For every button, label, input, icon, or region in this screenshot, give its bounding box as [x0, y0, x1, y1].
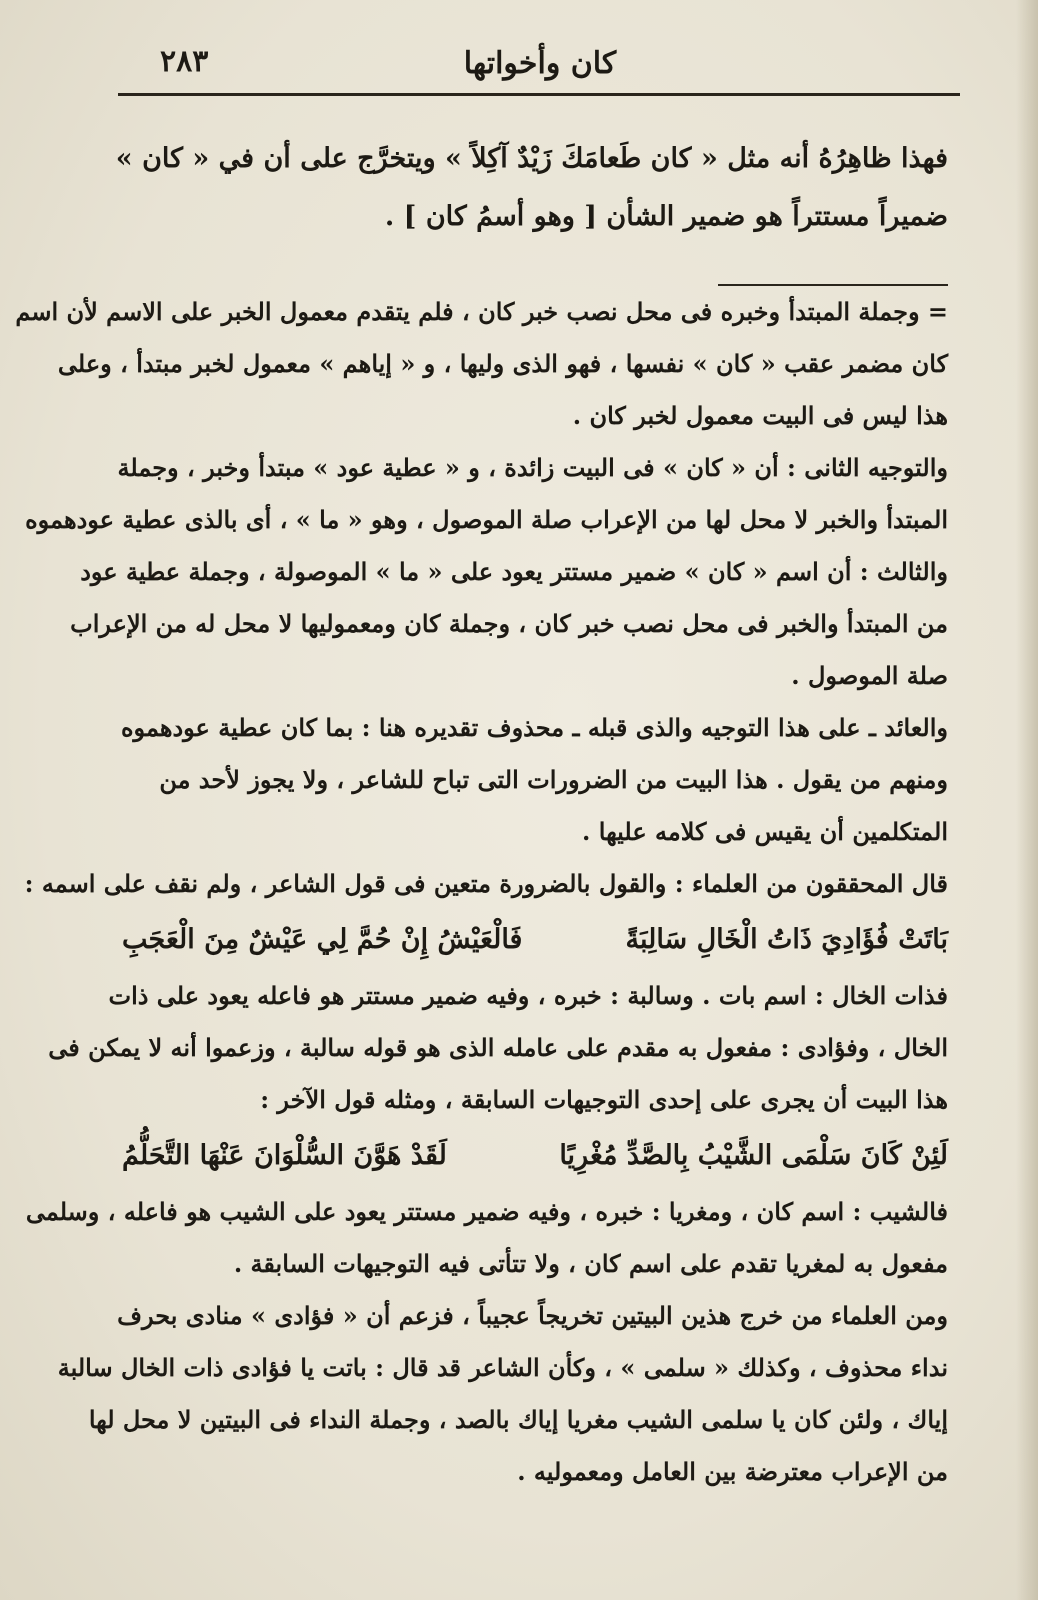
verse-first-hemistich: لَئِنْ كَانَ سَلْمَى الشَّيْبُ بِالصَّدِّ مُغْرِيًا	[559, 1140, 948, 1171]
poetry-verse	[122, 910, 948, 970]
footnote-paragraph	[24, 858, 948, 910]
page-edge-shadow	[1016, 0, 1038, 1600]
footnote-line: والتوجيه الثانى : أن « كان » فى البيت زائدة ، و « عطية عود » مبتدأ وخبر ، وجملة	[117, 453, 948, 482]
main-text-line: ضميراً مستتراً هو ضمير الشأن [ وهو أسمُ كان ] .	[384, 201, 948, 232]
verse-second-hemistich: لَقَدْ هَوَّنَ السُّلْوَانَ عَنْهَا التَّحَلُّمُ	[122, 1140, 447, 1171]
footnote-separator-wrap	[122, 246, 948, 286]
footnote-line: من المبتدأ والخبر فى محل نصب خبر كان ، وجملة كان ومعموليها لا محل له من الإعراب	[70, 609, 948, 638]
footnote-line: المتكلمين أن يقيس فى كلامه عليها .	[582, 817, 948, 846]
footnote-line: المبتدأ والخبر لا محل لها من الإعراب صلة الموصول ، وهو « ما » ، أى بالذى عطية عودهموه	[25, 505, 948, 534]
footnote-paragraph	[25, 1186, 948, 1290]
footnote-paragraph	[122, 754, 948, 858]
footnote-paragraph	[70, 546, 948, 702]
footnote-line: من الإعراب معترضة بين العامل ومعموليه .	[517, 1457, 948, 1486]
running-title: كان وأخواتها	[463, 46, 617, 81]
footnote-paragraph	[122, 702, 948, 754]
footnote-line: = وجملة المبتدأ وخبره فى محل نصب خبر كان ، فلم يتقدم معمول الخبر على الاسم لأن اسم	[15, 297, 948, 326]
footnote-line: قال المحققون من العلماء : والقول بالضرورة متعين فى قول الشاعر ، ولم نقف على اسمه :	[24, 869, 948, 898]
footnote-line: كان مضمر عقب « كان » نفسها ، فهو الذى وليها ، و « إياهم » معمول لخبر مبتدأ ، وعلى	[57, 349, 948, 378]
verse-second-hemistich: فَالْعَيْشُ إِنْ حُمَّ لِي عَيْشٌ مِنَ الْعَجَبِ	[122, 924, 523, 955]
verse-first-hemistich: بَاتَتْ فُؤَادِيَ ذَاتُ الْخَالِ سَالِبَةً	[625, 924, 948, 955]
footnote-line: والثالث : أن اسم « كان » ضمير مستتر يعود على « ما » الموصولة ، وجملة عطية عود	[80, 557, 948, 586]
main-text-line: فهذا ظاهِرُهُ أنه مثل « كان طَعامَكَ زَيْدٌ آكِلاً » ويتخرَّج على أن في « كان »	[115, 143, 948, 174]
footnote-line: فذات الخال : اسم بات . وسالبة : خبره ، وفيه ضمير مستتر هو فاعله يعود على ذات	[108, 981, 948, 1010]
footnote-line: الخال ، وفؤادى : مفعول به مقدم على عامله الذى هو قوله سالبة ، وزعموا أنه لا يمكن فى	[48, 1033, 948, 1062]
footnote-line: والعائد ـ على هذا التوجيه والذى قبله ـ محذوف تقديره هنا : بما كان عطية عودهموه	[120, 713, 948, 742]
footnote-line: ومنهم من يقول . هذا البيت من الضرورات التى تباح للشاعر ، ولا يجوز لأحد من	[159, 765, 948, 794]
header-rule	[118, 93, 960, 96]
footnote-separator	[718, 284, 948, 286]
footnote-line: إياك ، ولئن كان يا سلمى الشيب مغريا إياك بالصد ، وجملة النداء فى البيتين لا محل لها	[88, 1405, 948, 1434]
footnote-line: مفعول به لمغريا تقدم على اسم كان ، ولا تتأتى فيه التوجيهات السابقة .	[233, 1249, 948, 1278]
footnote-paragraph	[15, 286, 948, 442]
footnote-paragraph	[48, 970, 948, 1126]
footnote-paragraph	[25, 442, 948, 546]
footnote-line: فالشيب : اسم كان ، ومغريا : خبره ، وفيه ضمير مستتر يعود على الشيب هو فاعله ، وسلمى	[25, 1197, 948, 1226]
footnote-line: ومن العلماء من خرج هذين البيتين تخريجاً عجيباً ، فزعم أن « فؤادى » منادى بحرف	[117, 1301, 948, 1330]
page-body	[15, 130, 948, 1498]
footnote-line: هذا البيت أن يجرى على إحدى التوجيهات السابقة ، ومثله قول الآخر :	[260, 1085, 948, 1114]
footnote-line: نداء محذوف ، وكذلك « سلمى » ، وكأن الشاعر قد قال : باتت يا فؤادى ذات الخال سالبة	[57, 1353, 948, 1382]
footnote-line: هذا ليس فى البيت معمول لخبر كان .	[572, 401, 948, 430]
footnote-line: صلة الموصول .	[791, 661, 948, 690]
poetry-verse	[122, 1126, 948, 1186]
footnote-paragraph	[57, 1290, 948, 1498]
page-header	[120, 40, 960, 92]
page-number: ٢٨٣	[160, 44, 209, 79]
